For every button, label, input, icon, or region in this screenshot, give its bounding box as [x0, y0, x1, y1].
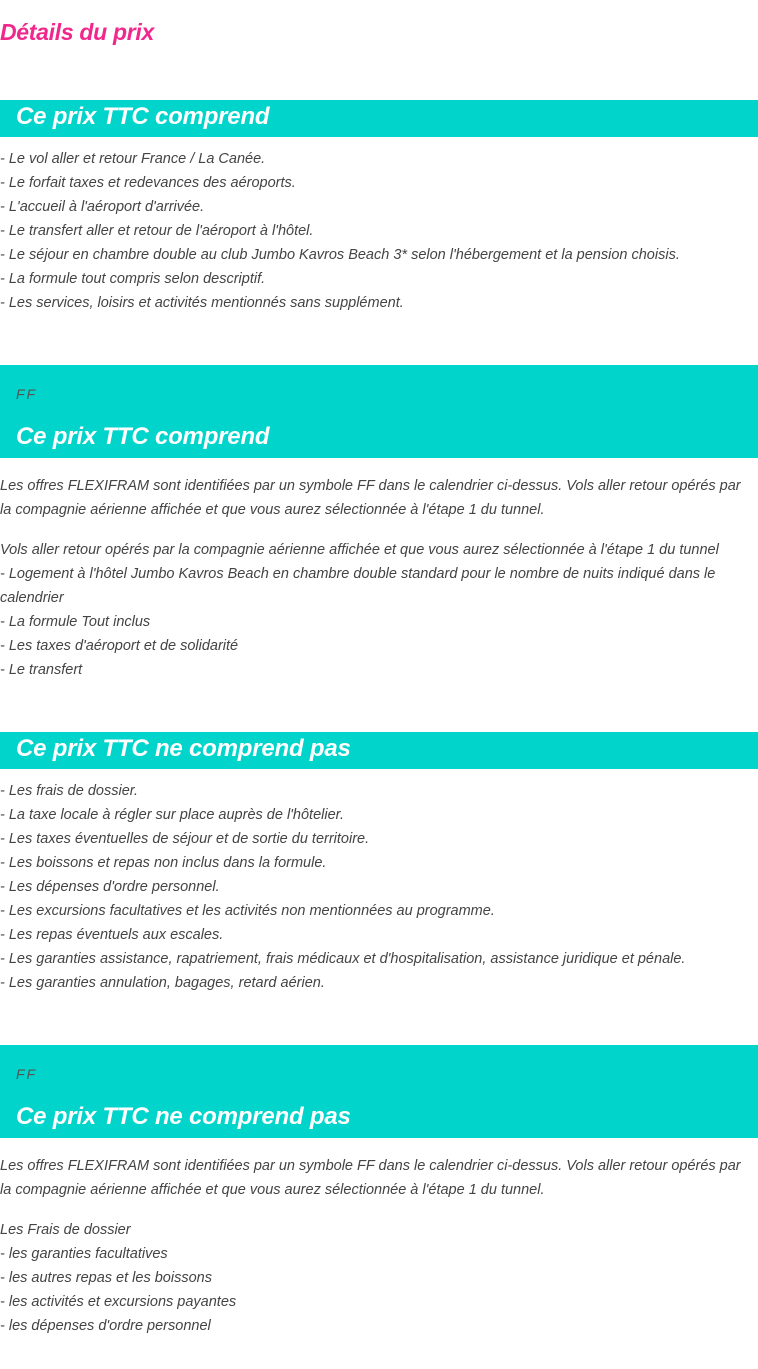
list-item: - Le vol aller et retour France / La Canée.: [0, 151, 266, 167]
list-item: - Les services, loisirs et activités mentionnés sans supplément.: [0, 295, 404, 311]
list-item: - Le forfait taxes et redevances des aéroports.: [0, 175, 296, 191]
list-item: - La taxe locale à régler sur place auprès de l'hôtelier.: [0, 807, 344, 823]
flexifram-excludes-list: [0, 1218, 745, 1338]
list-item: - Les dépenses d'ordre personnel.: [0, 879, 220, 895]
list-item: - Le séjour en chambre double au club Jumbo Kavros Beach 3* selon l'hébergement et la pension choisis.: [0, 247, 680, 263]
section-heading: Ce prix TTC ne comprend pas: [16, 1103, 351, 1130]
flexifram-includes-list: [0, 538, 745, 682]
section-heading: Ce prix TTC comprend: [16, 103, 270, 130]
list-item: - les dépenses d'ordre personnel: [0, 1318, 211, 1334]
section-header-flexifram-includes: [0, 365, 758, 458]
section-header-includes: [0, 100, 758, 137]
list-item: Les Frais de dossier: [0, 1222, 131, 1238]
list-item: - Les boissons et repas non inclus dans la formule.: [0, 855, 327, 871]
list-item: - Les frais de dossier.: [0, 783, 139, 799]
flexifram-intro: Les offres FLEXIFRAM sont identifiées par un symbole FF dans le calendrier ci-dessus. Vols aller retour opérés par la compagnie aérienne affichée et que vous aurez sélectionnée à l'étape 1 du tunnel.: [0, 478, 741, 518]
ff-tag: FF: [16, 1066, 38, 1082]
excludes-list: [0, 779, 745, 995]
list-item: Vols aller retour opérés par la compagnie aérienne affichée et que vous aurez sélectionnée à l'étape 1 du tunnel: [0, 542, 719, 558]
flexifram-intro: Les offres FLEXIFRAM sont identifiées par un symbole FF dans le calendrier ci-dessus. Vols aller retour opérés par la compagnie aérienne affichée et que vous aurez sélectionnée à l'étape 1 du tunnel.: [0, 1158, 741, 1198]
list-item: - Les taxes éventuelles de séjour et de sortie du territoire.: [0, 831, 370, 847]
list-item: - les autres repas et les boissons: [0, 1270, 212, 1286]
list-item: - Les taxes d'aéroport et de solidarité: [0, 638, 239, 654]
list-item: - La formule Tout inclus: [0, 614, 151, 630]
list-item: - Les repas éventuels aux escales.: [0, 927, 224, 943]
section-header-excludes: [0, 732, 758, 769]
list-item: - Les garanties annulation, bagages, retard aérien.: [0, 975, 325, 991]
page-title: Détails du prix: [0, 19, 154, 45]
list-item: - les activités et excursions payantes: [0, 1294, 237, 1310]
list-item: - L'accueil à l'aéroport d'arrivée.: [0, 199, 205, 215]
list-item: - Logement à l'hôtel Jumbo Kavros Beach en chambre double standard pour le nombre de nuits indiqué dans le calendrier: [0, 566, 716, 606]
list-item: - Les excursions facultatives et les activités non mentionnées au programme.: [0, 903, 495, 919]
ff-tag: FF: [16, 386, 38, 402]
section-heading: Ce prix TTC ne comprend pas: [16, 735, 351, 762]
list-item: - les garanties facultatives: [0, 1246, 168, 1262]
section-header-flexifram-excludes: [0, 1045, 758, 1138]
list-item: - La formule tout compris selon descriptif.: [0, 271, 266, 287]
list-item: - Le transfert aller et retour de l'aéroport à l'hôtel.: [0, 223, 314, 239]
section-heading: Ce prix TTC comprend: [16, 423, 270, 450]
includes-list: [0, 147, 745, 315]
list-item: - Les garanties assistance, rapatriement, frais médicaux et d'hospitalisation, assistance juridique et pénale.: [0, 951, 686, 967]
list-item: - Le transfert: [0, 662, 83, 678]
